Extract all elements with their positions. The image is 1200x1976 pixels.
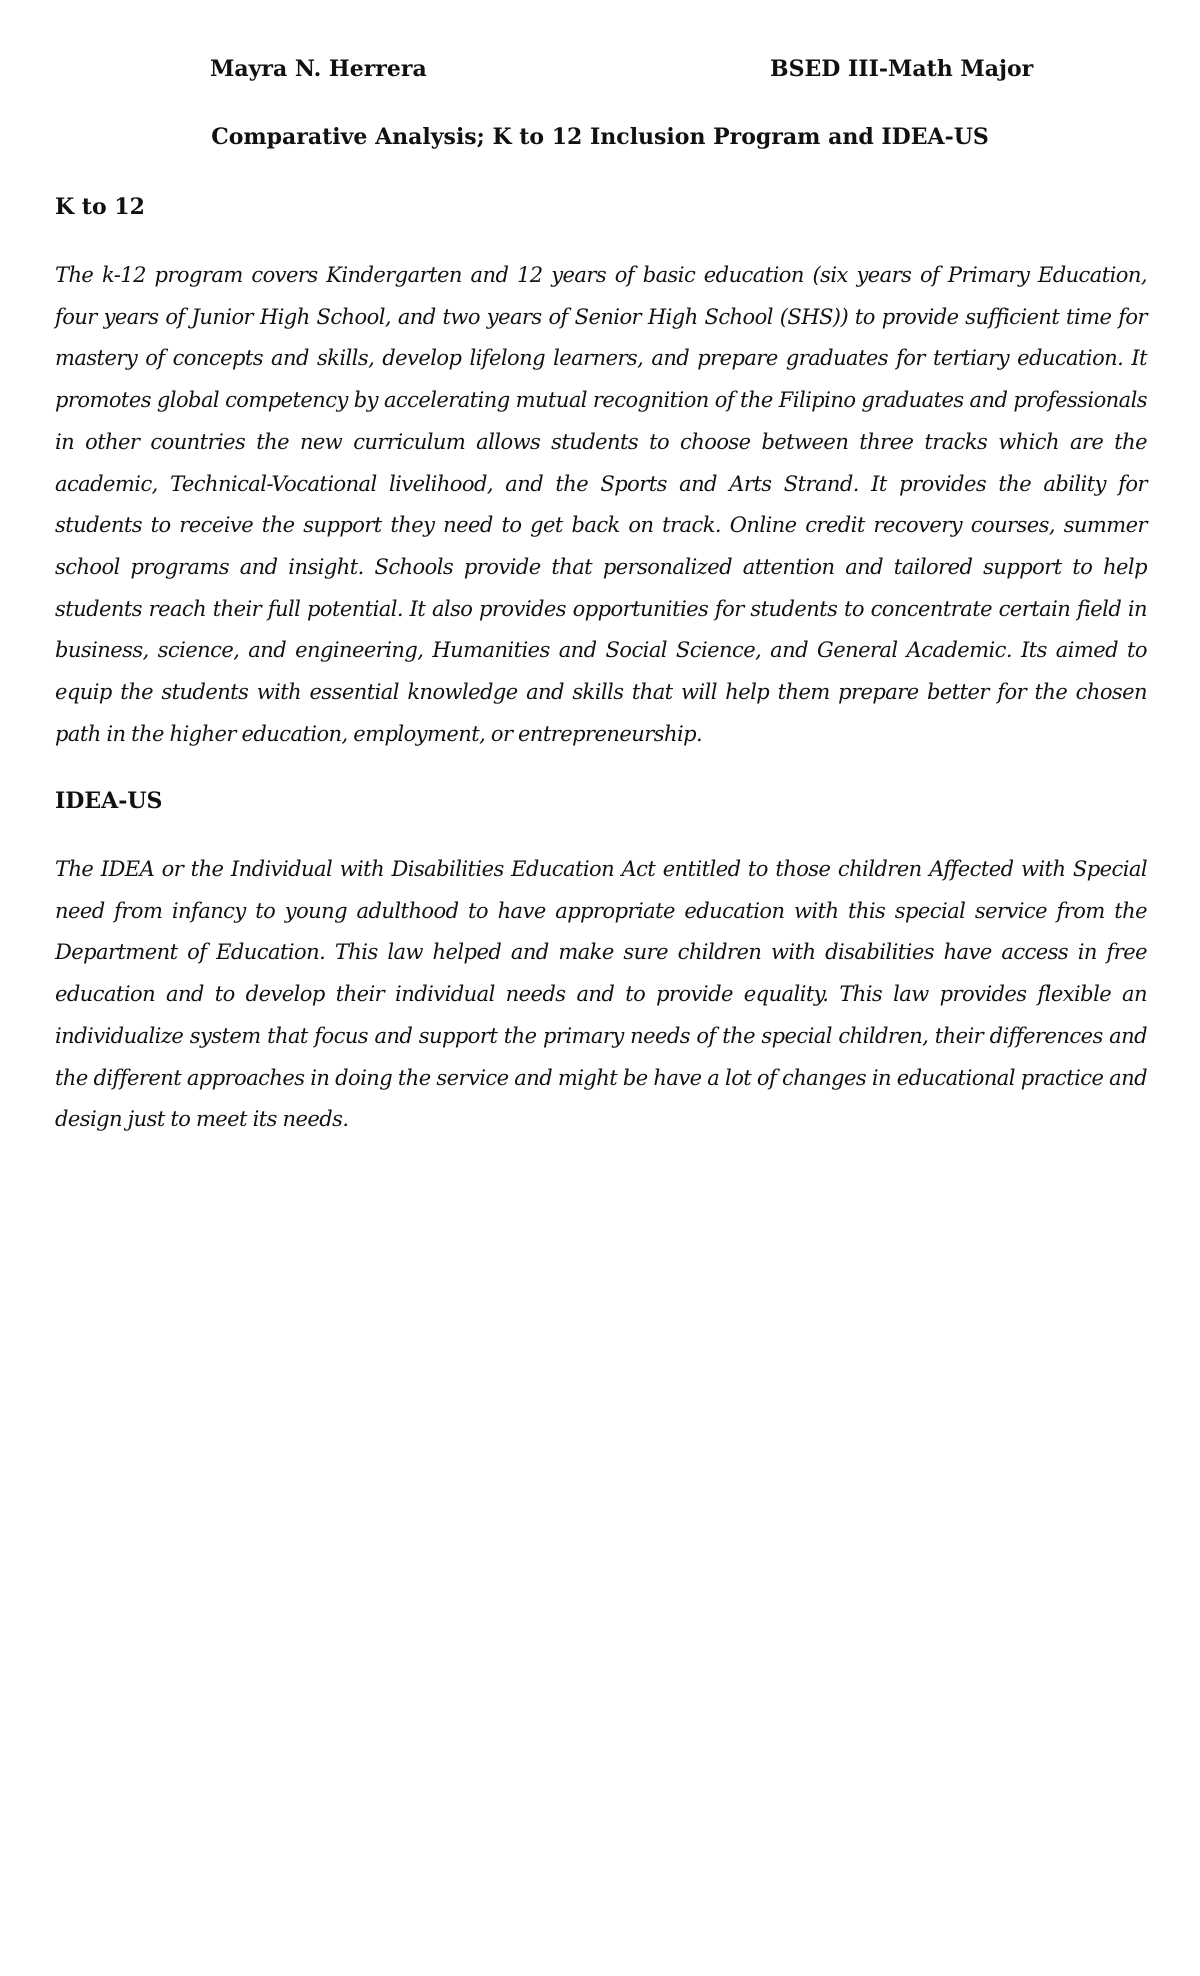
section-heading-k12: K to 12 xyxy=(55,194,145,220)
author-name: Mayra N. Herrera xyxy=(210,56,427,82)
section-heading-idea-us: IDEA-US xyxy=(55,788,163,814)
document-title: Comparative Analysis; K to 12 Inclusion Program and IDEA-US xyxy=(211,124,989,150)
section-body-idea-us: The IDEA or the Individual with Disabilities Education Act entitled to those children Affected with Special need from infancy to young adulthood to have appropriate education with this special service from the Department of Education. This law helped and make sure children with disabilities have access in free education and to develop their individual needs and to provide equality. This law provides flexible an individualize system that focus and support the primary needs of the special children, their differences and the different approaches in doing the service and might be have a lot of changes in educational practice and design just to meet its needs. xyxy=(55,857,1147,1132)
author-course: BSED III-Math Major xyxy=(770,56,1034,82)
section-body-k12: The k-12 program covers Kindergarten and 12 years of basic education (six years of Primary Education, four years of Junior High School, and two years of Senior High School (SHS)) to provide sufficient time for mastery of concepts and skills, develop lifelong learners, and prepare graduates for tertiary education. It promotes global competency by accelerating mutual recognition of the Filipino graduates and professionals in other countries the new curriculum allows students to choose between three tracks which are the academic, Technical-Vocational livelihood, and the Sports and Arts Strand. It provides the ability for students to receive the support they need to get back on track. Online credit recovery courses, summer school programs and insight. Schools provide that personalized attention and tailored support to help students reach their full potential. It also provides opportunities for students to concentrate certain field in business, science, and engineering, Humanities and Social Science, and General Academic. Its aimed to equip the students with essential knowledge and skills that will help them prepare better for the chosen path in the higher education, employment, or entrepreneurship. xyxy=(55,263,1147,746)
